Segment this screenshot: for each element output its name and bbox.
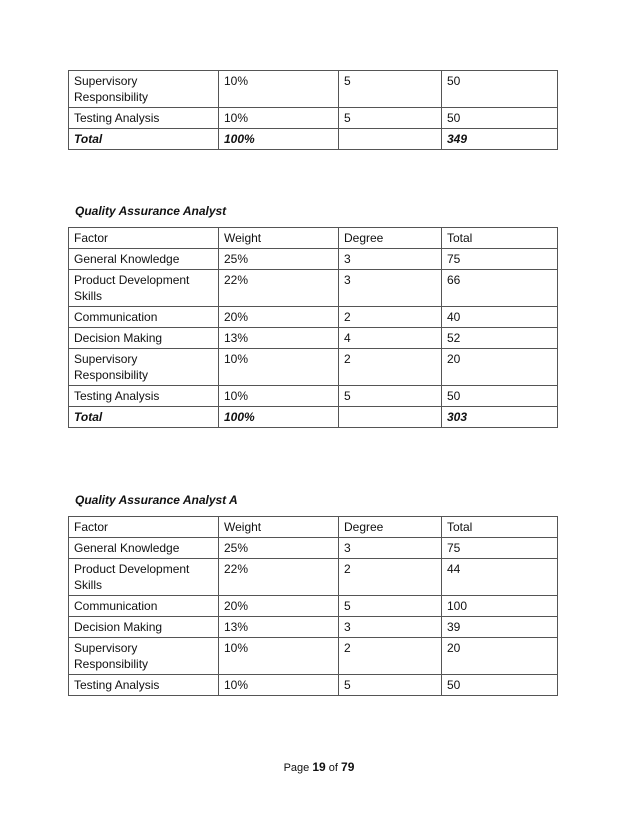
factor-cell [69,270,219,307]
weight-cell: 25% [219,538,339,559]
total-cell: 75 [442,249,558,270]
factor-line-1: Supervisory [74,641,138,655]
table-row [69,108,558,129]
total-cell: 303 [442,407,558,428]
weight-cell: 100% [219,407,339,428]
table-row [69,617,558,638]
weight-cell: 20% [219,307,339,328]
degree-cell: 5 [339,386,442,407]
factor-line-1: Supervisory [74,352,138,366]
total-cell: 40 [442,307,558,328]
factor-cell: Decision Making [69,617,219,638]
table-row [69,328,558,349]
header-weight: Weight [219,228,339,249]
table-row [69,559,558,596]
weight-cell: 10% [219,108,339,129]
total-cell: 50 [442,386,558,407]
total-cell: 75 [442,538,558,559]
degree-cell: 3 [339,270,442,307]
header-factor: Factor [69,517,219,538]
weight-cell: 22% [219,270,339,307]
factor-cell: General Knowledge [69,249,219,270]
section-heading: Quality Assurance Analyst [75,204,227,218]
factor-line-2: Responsibility [74,368,149,382]
footer-page-number: 19 [312,760,326,774]
degree-cell: 2 [339,307,442,328]
header-weight: Weight [219,517,339,538]
factor-line-2: Skills [74,289,103,303]
header-factor: Factor [69,228,219,249]
factor-line-2: Responsibility [74,657,149,671]
table-row [69,538,558,559]
factor-cell [69,638,219,675]
header-row [69,517,558,538]
total-cell: 100 [442,596,558,617]
factor-cell: General Knowledge [69,538,219,559]
footer-prefix: Page [283,762,310,774]
header-degree: Degree [339,228,442,249]
degree-cell: 3 [339,249,442,270]
table-qa-analyst-a [68,516,558,696]
factor-line-1: Product Development [74,273,190,287]
table-row [69,638,558,675]
factor-cell: Testing Analysis [69,108,219,129]
total-cell: 20 [442,638,558,675]
weight-cell: 100% [219,129,339,150]
factor-cell: Decision Making [69,328,219,349]
weight-cell: 10% [219,71,339,108]
factor-cell: Total [69,407,219,428]
degree-cell: 5 [339,108,442,129]
total-cell: 39 [442,617,558,638]
degree-cell: 3 [339,538,442,559]
degree-cell [339,407,442,428]
table-row [69,307,558,328]
weight-cell: 13% [219,328,339,349]
factor-line-2: Skills [74,578,103,592]
factor-cell: Testing Analysis [69,386,219,407]
footer-page-total: 79 [341,760,355,774]
factor-line-1: Product Development [74,562,190,576]
factor-line-2: Responsibility [74,90,149,104]
total-cell: 50 [442,71,558,108]
weight-cell: 10% [219,349,339,386]
header-total: Total [442,517,558,538]
degree-cell: 3 [339,617,442,638]
section-heading: Quality Assurance Analyst A [75,493,238,507]
weight-cell: 20% [219,596,339,617]
degree-cell: 5 [339,71,442,108]
header-row [69,228,558,249]
total-cell: 44 [442,559,558,596]
total-cell: 66 [442,270,558,307]
degree-cell: 5 [339,596,442,617]
table-qa-analyst [68,227,558,428]
factor-cell [69,559,219,596]
degree-cell: 2 [339,638,442,675]
weight-cell: 10% [219,675,339,696]
table-row [69,270,558,307]
footer-of: of [328,762,338,774]
table-row [69,596,558,617]
degree-cell: 2 [339,349,442,386]
degree-cell: 4 [339,328,442,349]
total-cell: 50 [442,108,558,129]
weight-cell: 10% [219,638,339,675]
header-total: Total [442,228,558,249]
degree-cell: 5 [339,675,442,696]
table-row [69,675,558,696]
page-footer [0,760,638,774]
table-continued [68,70,558,150]
factor-line-1: Supervisory [74,74,138,88]
header-degree: Degree [339,517,442,538]
table-row [69,71,558,108]
table-row [69,349,558,386]
total-row [69,129,558,150]
total-row [69,407,558,428]
table-row [69,249,558,270]
total-cell: 20 [442,349,558,386]
factor-cell: Total [69,129,219,150]
weight-cell: 10% [219,386,339,407]
total-cell: 50 [442,675,558,696]
weight-cell: 25% [219,249,339,270]
weight-cell: 13% [219,617,339,638]
factor-cell [69,349,219,386]
degree-cell [339,129,442,150]
table-row [69,386,558,407]
factor-cell: Testing Analysis [69,675,219,696]
degree-cell: 2 [339,559,442,596]
total-cell: 52 [442,328,558,349]
factor-cell: Communication [69,307,219,328]
factor-cell: Communication [69,596,219,617]
factor-cell [69,71,219,108]
total-cell: 349 [442,129,558,150]
weight-cell: 22% [219,559,339,596]
